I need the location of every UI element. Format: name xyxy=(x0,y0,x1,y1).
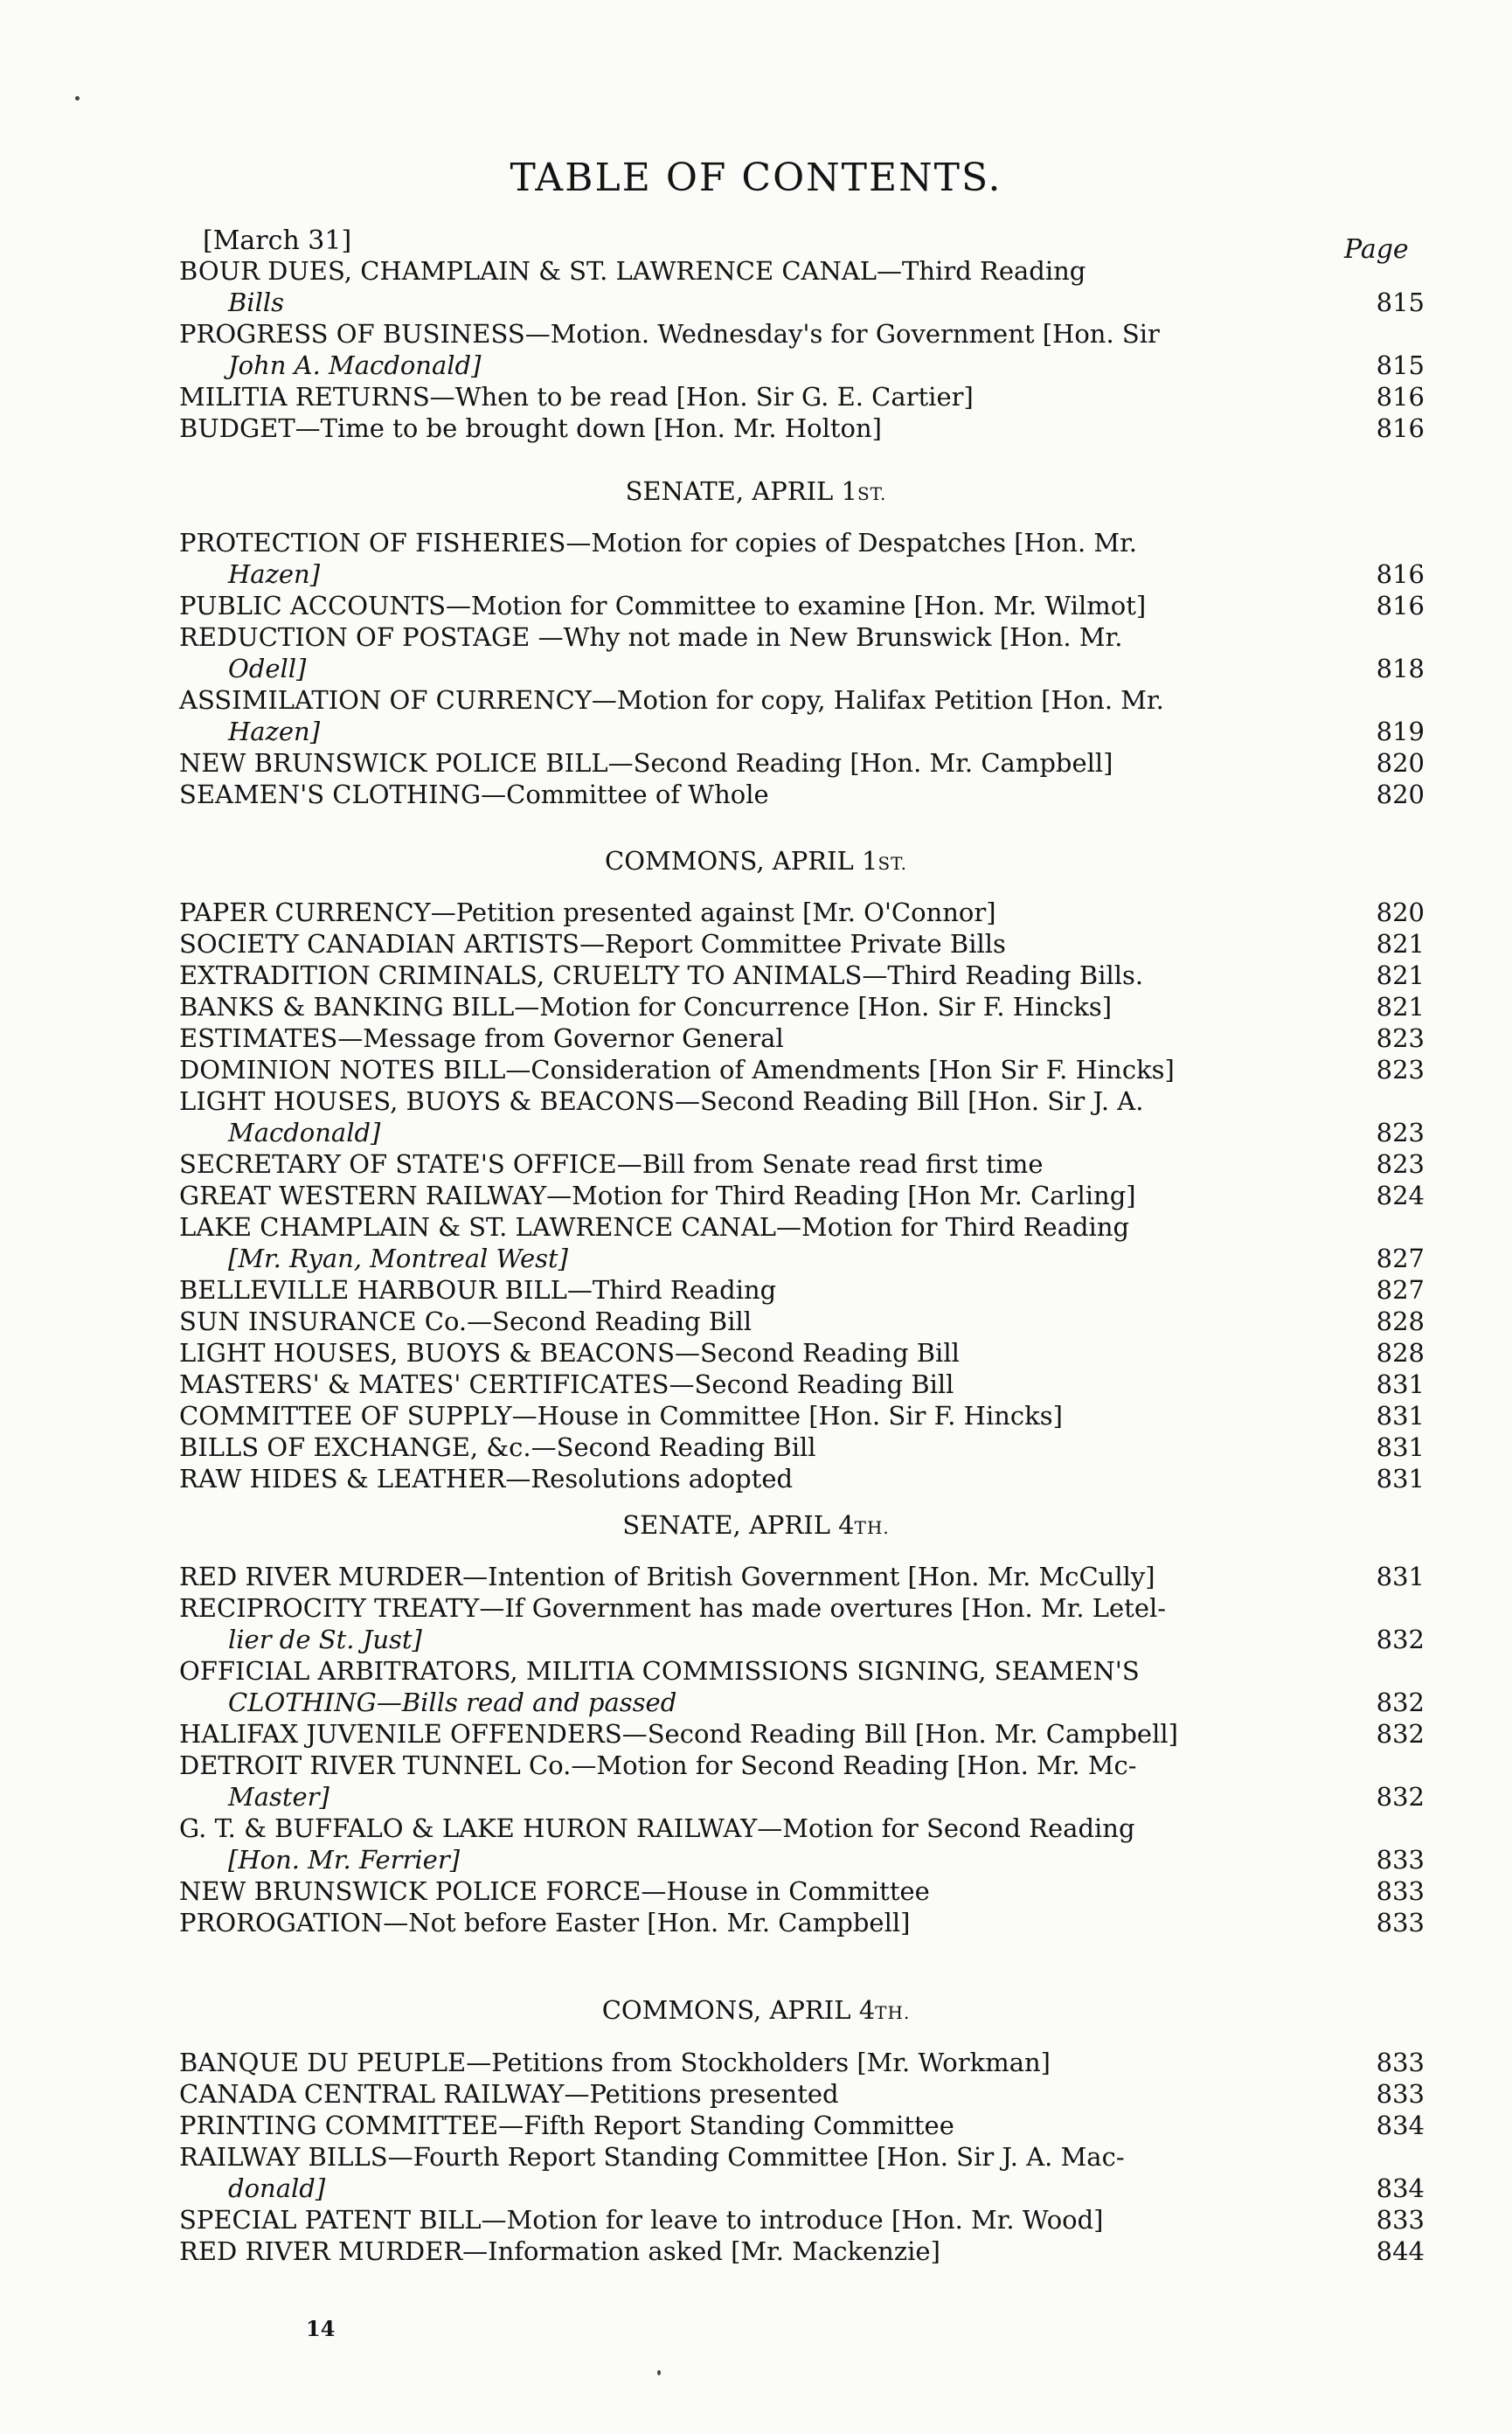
section-entries xyxy=(179,2047,1425,2267)
toc-entry-page: 832 xyxy=(1376,1719,1425,1749)
toc-entry-title: COMMITTEE OF SUPPLY—House in Committee [Hon. Sir F. Hincks] xyxy=(179,1401,1063,1431)
print-speck xyxy=(75,96,80,101)
toc-entry-title: DOMINION NOTES BILL—Consideration of Amendments [Hon Sir F. Hincks] xyxy=(179,1055,1175,1085)
toc-entry xyxy=(179,1463,1425,1494)
toc-entry-page: 831 xyxy=(1376,1562,1425,1591)
toc-entry-title: BILLS OF EXCHANGE, &c.—Second Reading Bill xyxy=(179,1432,816,1462)
footer-page-number: 14 xyxy=(306,2316,336,2341)
toc-entry-title: BANQUE DU PEUPLE—Petitions from Stockholders [Mr. Workman] xyxy=(179,2048,1051,2077)
toc-entry-title: BOUR DUES, CHAMPLAIN & ST. LAWRENCE CANAL—Third Reading xyxy=(179,256,1086,286)
toc-entry-continuation: Odell] xyxy=(228,654,307,683)
toc-entry-page: 821 xyxy=(1376,992,1425,1022)
toc-entry-title: ASSIMILATION OF CURRENCY—Motion for copy, Halifax Petition [Hon. Mr. xyxy=(179,685,1164,715)
toc-entry-title: SUN INSURANCE Co.—Second Reading Bill xyxy=(179,1307,753,1336)
section-heading xyxy=(0,1510,1512,1540)
toc-entry-page: 824 xyxy=(1376,1181,1425,1210)
toc-entry-title: SPECIAL PATENT BILL—Motion for leave to introduce [Hon. Mr. Wood] xyxy=(179,2205,1104,2235)
toc-entry-page: 828 xyxy=(1376,1307,1425,1336)
toc-entry-page: 816 xyxy=(1376,382,1425,412)
section-heading-text: COMMONS, APRIL 1 xyxy=(605,846,878,876)
toc-entry-page: 821 xyxy=(1376,960,1425,990)
toc-entry-page: 833 xyxy=(1376,1908,1425,1937)
toc-entry-title: BELLEVILLE HARBOUR BILL—Third Reading xyxy=(179,1275,777,1305)
toc-entry-title: SECRETARY OF STATE'S OFFICE—Bill from Senate read first time xyxy=(179,1149,1044,1179)
section-heading-suffix: TH. xyxy=(854,1517,890,1538)
toc-entry-continuation: Hazen] xyxy=(228,559,321,589)
toc-entry-continuation: Hazen] xyxy=(228,717,321,746)
toc-entry-title: PROTECTION OF FISHERIES—Motion for copies of Despatches [Hon. Mr. xyxy=(179,528,1138,558)
toc-entry-page: 820 xyxy=(1376,898,1425,927)
toc-entry xyxy=(179,1400,1425,1431)
toc-entry-page: 834 xyxy=(1376,2111,1425,2140)
toc-entry-page: 820 xyxy=(1376,748,1425,778)
toc-entry xyxy=(179,1306,1425,1337)
section-entries xyxy=(179,527,1425,810)
toc-entry xyxy=(179,960,1425,991)
section-entries xyxy=(179,255,1425,444)
toc-entry xyxy=(179,2047,1425,2078)
toc-entry-page: 815 xyxy=(1376,288,1425,317)
date-note: [March 31] xyxy=(203,225,352,256)
toc-entry-continuation: CLOTHING—Bills read and passed xyxy=(228,1688,677,1717)
toc-entry xyxy=(179,1750,1425,1813)
section-heading xyxy=(0,846,1512,876)
toc-entry-page: 831 xyxy=(1376,1464,1425,1494)
toc-entry xyxy=(179,1054,1425,1085)
toc-entry xyxy=(179,1211,1425,1274)
toc-entry-title: LAKE CHAMPLAIN & ST. LAWRENCE CANAL—Motion for Third Reading xyxy=(179,1212,1130,1242)
toc-entry xyxy=(179,1022,1425,1054)
toc-entry xyxy=(179,2110,1425,2141)
toc-entry-title: LIGHT HOUSES, BUOYS & BEACONS—Second Reading Bill xyxy=(179,1338,960,1368)
toc-entry xyxy=(179,318,1425,381)
toc-entry-page: 832 xyxy=(1376,1625,1425,1654)
toc-entry-continuation: donald] xyxy=(228,2173,326,2203)
toc-entry-title: SOCIETY CANADIAN ARTISTS—Report Committee Private Bills xyxy=(179,929,1006,959)
toc-entry-title: RED RIVER MURDER—Information asked [Mr. Mackenzie] xyxy=(179,2236,940,2266)
toc-entry xyxy=(179,2141,1425,2204)
toc-entry-title: BUDGET—Time to be brought down [Hon. Mr. Holton] xyxy=(179,413,882,443)
toc-entry-page: 823 xyxy=(1376,1023,1425,1053)
toc-entry-continuation: John A. Macdonald] xyxy=(228,350,482,380)
toc-entry-page: 831 xyxy=(1376,1369,1425,1399)
toc-entry-page: 820 xyxy=(1376,780,1425,809)
toc-entry xyxy=(179,1180,1425,1211)
toc-entry xyxy=(179,779,1425,810)
toc-entry-title: G. T. & BUFFALO & LAKE HURON RAILWAY—Motion for Second Reading xyxy=(179,1813,1135,1843)
toc-entry xyxy=(179,381,1425,412)
section-heading-suffix: ST. xyxy=(877,853,907,874)
toc-entry xyxy=(179,621,1425,684)
toc-entry-page: 823 xyxy=(1376,1149,1425,1179)
toc-entry-page: 827 xyxy=(1376,1244,1425,1273)
toc-entry-continuation: Bills xyxy=(228,288,285,317)
toc-entry xyxy=(179,684,1425,747)
toc-entry-page: 834 xyxy=(1376,2173,1425,2203)
toc-entry xyxy=(179,1592,1425,1655)
section-heading xyxy=(0,1995,1512,2025)
toc-entry-title: GREAT WESTERN RAILWAY—Motion for Third Reading [Hon Mr. Carling] xyxy=(179,1181,1136,1210)
toc-entry-title: NEW BRUNSWICK POLICE FORCE—House in Committee xyxy=(179,1876,930,1906)
toc-entry-title: ESTIMATES—Message from Governor General xyxy=(179,1023,784,1053)
toc-entry-title: MASTERS' & MATES' CERTIFICATES—Second Reading Bill xyxy=(179,1369,954,1399)
toc-entry xyxy=(179,1148,1425,1180)
toc-entry xyxy=(179,897,1425,928)
toc-entry-page: 815 xyxy=(1376,350,1425,380)
toc-entry-title: RED RIVER MURDER—Intention of British Government [Hon. Mr. McCully] xyxy=(179,1562,1155,1591)
toc-entry-title: RAILWAY BILLS—Fourth Report Standing Committee [Hon. Sir J. A. Mac- xyxy=(179,2142,1125,2172)
toc-entry-continuation: lier de St. Just] xyxy=(228,1625,422,1654)
toc-entry-title: RAW HIDES & LEATHER—Resolutions adopted xyxy=(179,1464,794,1494)
toc-entry xyxy=(179,2078,1425,2110)
toc-entry-page: 833 xyxy=(1376,2205,1425,2235)
section-entries xyxy=(179,897,1425,1494)
toc-entry-continuation: [Mr. Ryan, Montreal West] xyxy=(228,1244,568,1273)
toc-entry-title: PUBLIC ACCOUNTS—Motion for Committee to examine [Hon. Mr. Wilmot] xyxy=(179,591,1147,620)
toc-entry xyxy=(179,2235,1425,2267)
toc-entry xyxy=(179,590,1425,621)
toc-entry-title: SEAMEN'S CLOTHING—Committee of Whole xyxy=(179,780,769,809)
page-column-label: Page xyxy=(1344,234,1409,265)
toc-entry-page: 816 xyxy=(1376,591,1425,620)
toc-entry-page: 816 xyxy=(1376,413,1425,443)
toc-entry xyxy=(179,1718,1425,1750)
toc-entry-title: RECIPROCITY TREATY—If Government has made overtures [Hon. Mr. Letel- xyxy=(179,1593,1167,1623)
section-entries xyxy=(179,1561,1425,1938)
toc-entry-page: 823 xyxy=(1376,1055,1425,1085)
toc-entry-page: 819 xyxy=(1376,717,1425,746)
toc-entry-title: PRINTING COMMITTEE—Fifth Report Standing Committee xyxy=(179,2111,954,2140)
toc-entry xyxy=(179,991,1425,1022)
toc-entry-title: REDUCTION OF POSTAGE —Why not made in New Brunswick [Hon. Mr. xyxy=(179,622,1123,652)
toc-entry-page: 827 xyxy=(1376,1275,1425,1305)
section-heading-suffix: TH. xyxy=(875,2002,911,2023)
toc-entry-page: 833 xyxy=(1376,1876,1425,1906)
print-speck xyxy=(657,2370,661,2375)
toc-entry xyxy=(179,1274,1425,1306)
section-heading-text: COMMONS, APRIL 4 xyxy=(601,1995,876,2025)
toc-entry xyxy=(179,747,1425,779)
toc-entry-page: 833 xyxy=(1376,2079,1425,2109)
toc-entry-continuation: Macdonald] xyxy=(228,1118,381,1147)
toc-entry-title: MILITIA RETURNS—When to be read [Hon. Sir G. E. Cartier] xyxy=(179,382,974,412)
toc-entry-page: 833 xyxy=(1376,1845,1425,1875)
toc-entry-page: 844 xyxy=(1376,2236,1425,2266)
page-title: TABLE OF CONTENTS. xyxy=(510,156,1002,200)
toc-entry-page: 818 xyxy=(1376,654,1425,683)
toc-entry xyxy=(179,1875,1425,1907)
toc-entry-title: NEW BRUNSWICK POLICE BILL—Second Reading [Hon. Mr. Campbell] xyxy=(179,748,1113,778)
toc-entry-page: 816 xyxy=(1376,559,1425,589)
toc-entry xyxy=(179,2204,1425,2235)
toc-entry xyxy=(179,1813,1425,1875)
toc-entry xyxy=(179,412,1425,444)
toc-entry-page: 833 xyxy=(1376,2048,1425,2077)
toc-entry-title: EXTRADITION CRIMINALS, CRUELTY TO ANIMALS—Third Reading Bills. xyxy=(179,960,1144,990)
section-heading-text: SENATE, APRIL 4 xyxy=(622,1510,855,1540)
toc-entry-title: LIGHT HOUSES, BUOYS & BEACONS—Second Reading Bill [Hon. Sir J. A. xyxy=(179,1086,1144,1116)
toc-entry-page: 828 xyxy=(1376,1338,1425,1368)
toc-entry xyxy=(179,1369,1425,1400)
toc-entry-title: HALIFAX JUVENILE OFFENDERS—Second Reading Bill [Hon. Mr. Campbell] xyxy=(179,1719,1178,1749)
toc-entry xyxy=(179,527,1425,590)
toc-entry-title: PAPER CURRENCY—Petition presented against [Mr. O'Connor] xyxy=(179,898,996,927)
toc-entry-page: 832 xyxy=(1376,1782,1425,1812)
toc-entry xyxy=(179,1431,1425,1463)
toc-entry-page: 823 xyxy=(1376,1118,1425,1147)
toc-entry-title: DETROIT RIVER TUNNEL Co.—Motion for Second Reading [Hon. Mr. Mc- xyxy=(179,1750,1137,1780)
toc-entry-title: BANKS & BANKING BILL—Motion for Concurrence [Hon. Sir F. Hincks] xyxy=(179,992,1113,1022)
toc-entry xyxy=(179,928,1425,960)
toc-entry xyxy=(179,1561,1425,1592)
toc-entry-continuation: [Hon. Mr. Ferrier] xyxy=(228,1845,461,1875)
section-heading-suffix: ST. xyxy=(857,483,887,504)
toc-entry-title: OFFICIAL ARBITRATORS, MILITIA COMMISSIONS SIGNING, SEAMEN'S xyxy=(179,1656,1140,1686)
toc-entry-title: PROROGATION—Not before Easter [Hon. Mr. Campbell] xyxy=(179,1908,911,1937)
toc-entry xyxy=(179,1907,1425,1938)
toc-entry-title: PROGRESS OF BUSINESS—Motion. Wednesday's for Government [Hon. Sir xyxy=(179,319,1160,349)
toc-entry-page: 831 xyxy=(1376,1432,1425,1462)
toc-entry xyxy=(179,1337,1425,1369)
toc-entry xyxy=(179,1085,1425,1148)
toc-entry-page: 821 xyxy=(1376,929,1425,959)
toc-entry-continuation: Master] xyxy=(228,1782,329,1812)
toc-entry xyxy=(179,1655,1425,1718)
toc-entry-title: CANADA CENTRAL RAILWAY—Petitions presented xyxy=(179,2079,839,2109)
section-heading xyxy=(0,476,1512,506)
toc-entry-page: 832 xyxy=(1376,1688,1425,1717)
toc-entry xyxy=(179,255,1425,318)
toc-entry-page: 831 xyxy=(1376,1401,1425,1431)
section-heading-text: SENATE, APRIL 1 xyxy=(625,476,857,506)
